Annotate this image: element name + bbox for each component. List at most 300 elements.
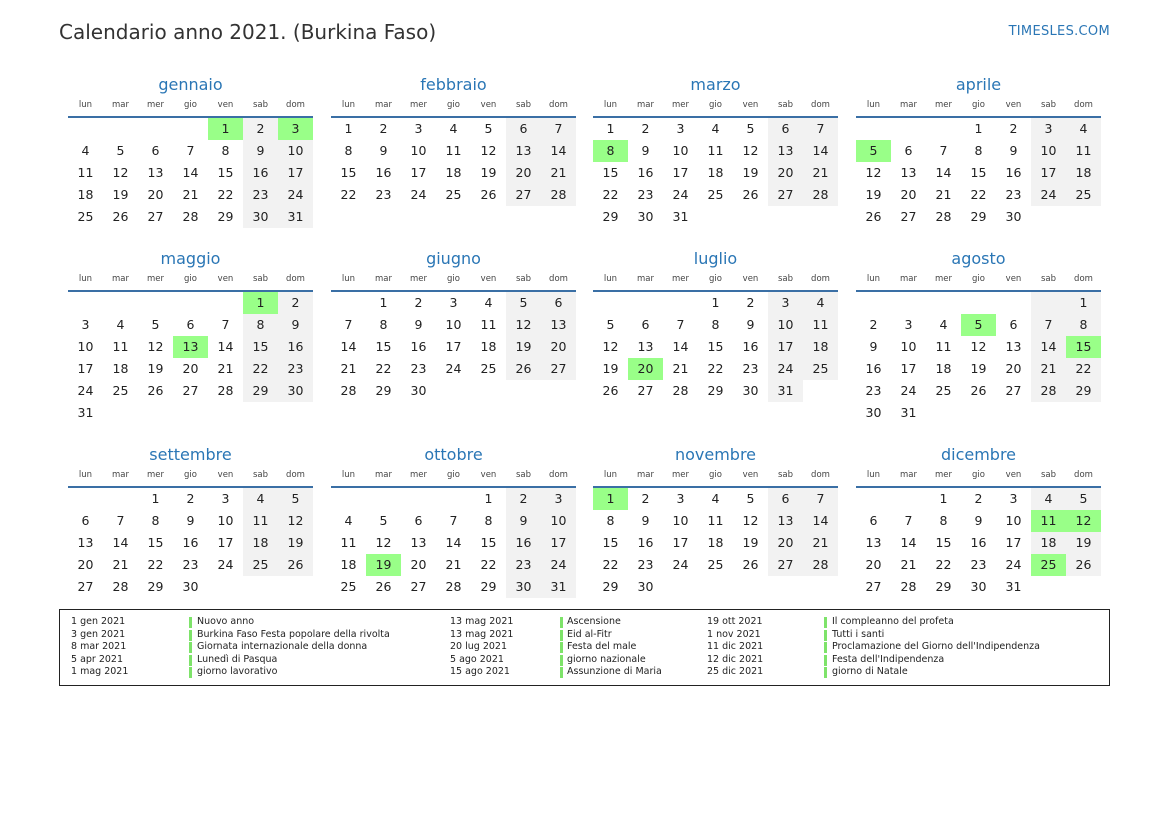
- day-cell: 6: [641, 317, 650, 332]
- day-cell: 20: [410, 557, 427, 572]
- day-cell: 29: [375, 383, 392, 398]
- holiday-cell: 19: [366, 554, 401, 576]
- holiday-date: 20 lug 2021: [450, 641, 507, 652]
- day-cell: 12: [480, 143, 497, 158]
- day-cell: 19: [742, 165, 759, 180]
- empty-cell: [768, 206, 803, 228]
- day-cell: 21: [445, 557, 462, 572]
- weekday-header: [68, 272, 313, 286]
- day-cell: 29: [147, 579, 164, 594]
- day-cell: 10: [77, 339, 94, 354]
- day-cell: 23: [742, 361, 759, 376]
- day-grid: [68, 488, 313, 598]
- empty-cell: [663, 292, 698, 314]
- month-name: giugno: [426, 249, 481, 268]
- day-cell: 29: [1066, 380, 1101, 402]
- empty-cell: [138, 402, 173, 424]
- day-cell: 25: [112, 383, 129, 398]
- holiday-date: 12 dic 2021: [707, 653, 764, 665]
- day-cell: 12: [375, 535, 392, 550]
- month-name: febbraio: [420, 75, 487, 94]
- day-grid: [331, 118, 576, 206]
- day-cell: 15: [707, 339, 724, 354]
- weekday-label: dom: [286, 470, 305, 480]
- day-cell: 17: [672, 535, 689, 550]
- day-cell: 25: [803, 358, 838, 380]
- day-cell: 16: [243, 162, 278, 184]
- holiday-date: 8 mar 2021: [71, 641, 127, 652]
- day-cell: 22: [935, 557, 952, 572]
- holiday-date: 19 ott 2021: [707, 616, 763, 627]
- day-cell: 16: [865, 361, 882, 376]
- holiday-marker: [560, 630, 563, 641]
- day-cell: 21: [182, 187, 199, 202]
- weekday-label: mar: [637, 470, 654, 480]
- weekday-label: mer: [934, 100, 952, 110]
- weekday-label: mar: [112, 274, 129, 284]
- weekday-label: ven: [1005, 100, 1022, 110]
- day-cell: 16: [637, 165, 654, 180]
- day-cell: 26: [506, 358, 541, 380]
- empty-cell: [1066, 402, 1101, 424]
- day-cell: 18: [1066, 162, 1101, 184]
- day-cell: 24: [900, 383, 917, 398]
- day-cell: 11: [77, 165, 94, 180]
- day-cell: 11: [1066, 140, 1101, 162]
- day-cell: 4: [116, 317, 125, 332]
- weekday-label: lun: [78, 274, 93, 284]
- day-cell: 11: [707, 513, 724, 528]
- day-cell: 14: [935, 165, 952, 180]
- day-cell: 9: [186, 513, 195, 528]
- month-gennaio: [68, 74, 313, 228]
- day-cell: 23: [506, 554, 541, 576]
- holiday-cell: 20: [628, 358, 663, 380]
- day-cell: 18: [445, 165, 462, 180]
- empty-cell: [961, 402, 996, 424]
- day-cell: 23: [970, 557, 987, 572]
- month-name: ottobre: [424, 445, 483, 464]
- holiday-cell: 8: [593, 140, 628, 162]
- day-cell: 29: [707, 383, 724, 398]
- empty-cell: [471, 380, 506, 402]
- holiday-legend: [59, 609, 1110, 686]
- day-cell: 17: [672, 165, 689, 180]
- day-cell: 24: [217, 557, 234, 572]
- empty-cell: [1031, 402, 1066, 424]
- day-cell: 5: [606, 317, 615, 332]
- day-cell: 2: [746, 295, 755, 310]
- holiday-marker: [824, 617, 827, 628]
- weekday-label: mar: [375, 274, 392, 284]
- holiday-marker: [824, 667, 827, 678]
- day-cell: 14: [803, 510, 838, 532]
- day-cell: 29: [217, 209, 234, 224]
- day-cell: 24: [541, 554, 576, 576]
- day-cell: 19: [602, 361, 619, 376]
- day-cell: 9: [1009, 143, 1018, 158]
- weekday-label: mar: [637, 274, 654, 284]
- weekday-header: [68, 468, 313, 482]
- day-cell: 16: [637, 535, 654, 550]
- month-name: settembre: [149, 445, 232, 464]
- empty-cell: [698, 576, 733, 598]
- empty-cell: [103, 488, 138, 510]
- day-cell: 30: [865, 405, 882, 420]
- day-cell: 13: [900, 165, 917, 180]
- weekday-label: dom: [811, 274, 830, 284]
- day-cell: 23: [410, 361, 427, 376]
- weekday-label: mar: [375, 470, 392, 480]
- day-cell: 23: [637, 187, 654, 202]
- day-cell: 26: [602, 383, 619, 398]
- holiday-date: 25 dic 2021: [707, 666, 764, 677]
- day-cell: 21: [340, 361, 357, 376]
- day-cell: 3: [541, 488, 576, 510]
- day-cell: 25: [935, 383, 952, 398]
- day-cell: 24: [410, 187, 427, 202]
- weekday-label: ven: [1005, 274, 1022, 284]
- day-cell: 22: [970, 187, 987, 202]
- weekday-label: gio: [447, 100, 460, 110]
- day-cell: 2: [869, 317, 878, 332]
- day-cell: 30: [182, 579, 199, 594]
- weekday-label: lun: [866, 470, 881, 480]
- day-cell: 29: [970, 209, 987, 224]
- day-cell: 19: [1066, 532, 1101, 554]
- day-cell: 1: [974, 121, 983, 136]
- day-cell: 13: [506, 140, 541, 162]
- day-cell: 4: [1031, 488, 1066, 510]
- day-cell: 31: [278, 206, 313, 228]
- day-cell: 30: [410, 383, 427, 398]
- day-cell: 14: [803, 140, 838, 162]
- month-name: gennaio: [158, 75, 223, 94]
- day-cell: 30: [970, 579, 987, 594]
- day-cell: 8: [151, 513, 160, 528]
- day-cell: 3: [449, 295, 458, 310]
- holiday-date: 11 dic 2021: [707, 641, 764, 652]
- day-grid: [331, 292, 576, 402]
- day-cell: 4: [939, 317, 948, 332]
- empty-cell: [243, 576, 278, 598]
- day-cell: 23: [375, 187, 392, 202]
- weekday-label: sab: [777, 100, 794, 110]
- day-cell: 9: [278, 314, 313, 336]
- day-grid: [856, 118, 1101, 228]
- day-cell: 11: [243, 510, 278, 532]
- day-cell: 4: [243, 488, 278, 510]
- day-cell: 28: [672, 383, 689, 398]
- day-cell: 7: [803, 118, 838, 140]
- weekday-label: dom: [286, 274, 305, 284]
- day-cell: 23: [182, 557, 199, 572]
- day-cell: 14: [445, 535, 462, 550]
- holiday-name: Festa del male: [567, 641, 637, 652]
- day-cell: 25: [1066, 184, 1101, 206]
- holiday-marker: [189, 630, 192, 641]
- day-cell: 1: [1066, 292, 1101, 314]
- day-cell: 2: [641, 121, 650, 136]
- holiday-name: Nuovo anno: [197, 616, 255, 627]
- day-cell: 20: [768, 532, 803, 554]
- day-cell: 21: [900, 557, 917, 572]
- holiday-marker: [560, 655, 563, 666]
- day-cell: 6: [151, 143, 160, 158]
- day-cell: 30: [637, 579, 654, 594]
- day-cell: 17: [1005, 535, 1022, 550]
- day-cell: 16: [970, 535, 987, 550]
- day-cell: 6: [81, 513, 90, 528]
- day-cell: 7: [803, 488, 838, 510]
- day-cell: 21: [803, 532, 838, 554]
- holiday-date: 1 nov 2021: [707, 628, 761, 640]
- weekday-label: mer: [671, 470, 689, 480]
- day-grid: [856, 292, 1101, 424]
- day-cell: 23: [865, 383, 882, 398]
- day-cell: 25: [77, 209, 94, 224]
- weekday-label: lun: [341, 100, 356, 110]
- day-cell: 16: [182, 535, 199, 550]
- month-name: aprile: [955, 75, 1002, 94]
- day-cell: 7: [676, 317, 685, 332]
- day-cell: 7: [344, 317, 353, 332]
- day-cell: 18: [707, 165, 724, 180]
- day-cell: 7: [939, 143, 948, 158]
- weekday-label: gio: [709, 100, 722, 110]
- day-cell: 21: [541, 162, 576, 184]
- day-cell: 2: [278, 292, 313, 314]
- day-cell: 29: [243, 380, 278, 402]
- empty-cell: [926, 118, 961, 140]
- day-grid: [68, 292, 313, 424]
- month-name: dicembre: [940, 445, 1017, 464]
- day-cell: 31: [77, 405, 94, 420]
- empty-cell: [856, 292, 891, 314]
- day-cell: 4: [711, 491, 720, 506]
- weekday-label: lun: [866, 100, 881, 110]
- weekday-label: lun: [341, 470, 356, 480]
- weekday-label: mar: [375, 100, 392, 110]
- day-cell: 6: [506, 118, 541, 140]
- day-cell: 31: [672, 209, 689, 224]
- day-cell: 11: [803, 314, 838, 336]
- month-ottobre: [331, 444, 576, 598]
- day-cell: 29: [480, 579, 497, 594]
- day-cell: 10: [541, 510, 576, 532]
- month-maggio: [68, 248, 313, 424]
- empty-cell: [138, 118, 173, 140]
- holiday-marker: [189, 667, 192, 678]
- weekday-label: sab: [515, 274, 532, 284]
- day-cell: 28: [112, 579, 129, 594]
- day-cell: 12: [147, 339, 164, 354]
- day-cell: 27: [77, 579, 94, 594]
- day-cell: 28: [803, 184, 838, 206]
- day-cell: 16: [410, 339, 427, 354]
- weekday-label: gio: [184, 100, 197, 110]
- empty-cell: [961, 292, 996, 314]
- day-cell: 9: [869, 339, 878, 354]
- day-cell: 21: [112, 557, 129, 572]
- month-dicembre: [856, 444, 1101, 598]
- weekday-label: gio: [184, 274, 197, 284]
- weekday-label: mer: [934, 274, 952, 284]
- day-cell: 10: [217, 513, 234, 528]
- day-cell: 24: [1031, 184, 1066, 206]
- day-cell: 5: [506, 292, 541, 314]
- day-cell: 8: [243, 314, 278, 336]
- day-cell: 10: [410, 143, 427, 158]
- holiday-name: giorno nazionale: [567, 653, 646, 665]
- weekday-label: sab: [777, 274, 794, 284]
- empty-cell: [103, 118, 138, 140]
- weekday-label: mer: [671, 274, 689, 284]
- empty-cell: [768, 576, 803, 598]
- day-cell: 29: [602, 579, 619, 594]
- holiday-cell: 15: [1066, 336, 1101, 358]
- site-link[interactable]: TIMESLES.COM: [1008, 24, 1110, 39]
- empty-cell: [401, 488, 436, 510]
- weekday-header: [856, 98, 1101, 112]
- day-cell: 20: [900, 187, 917, 202]
- day-cell: 3: [414, 121, 423, 136]
- day-cell: 17: [217, 535, 234, 550]
- weekday-label: mer: [409, 470, 427, 480]
- weekday-label: dom: [549, 100, 568, 110]
- day-cell: 11: [112, 339, 129, 354]
- weekday-label: mar: [112, 100, 129, 110]
- day-cell: 9: [746, 317, 755, 332]
- day-cell: 27: [541, 358, 576, 380]
- day-cell: 26: [970, 383, 987, 398]
- day-cell: 10: [672, 513, 689, 528]
- day-cell: 12: [602, 339, 619, 354]
- weekday-label: mer: [146, 470, 164, 480]
- empty-cell: [593, 292, 628, 314]
- holiday-cell: 25: [1031, 554, 1066, 576]
- day-cell: 28: [182, 209, 199, 224]
- weekday-label: mar: [637, 100, 654, 110]
- day-cell: 13: [1005, 339, 1022, 354]
- day-cell: 4: [484, 295, 493, 310]
- empty-cell: [1031, 206, 1066, 228]
- day-cell: 26: [742, 557, 759, 572]
- day-cell: 24: [672, 187, 689, 202]
- day-cell: 30: [637, 209, 654, 224]
- day-cell: 28: [803, 554, 838, 576]
- day-cell: 8: [939, 513, 948, 528]
- empty-cell: [68, 488, 103, 510]
- empty-cell: [1066, 576, 1101, 598]
- day-cell: 10: [672, 143, 689, 158]
- empty-cell: [243, 402, 278, 424]
- weekday-label: sab: [252, 274, 269, 284]
- day-cell: 26: [112, 209, 129, 224]
- day-cell: 6: [904, 143, 913, 158]
- empty-cell: [506, 380, 541, 402]
- day-cell: 9: [641, 143, 650, 158]
- day-cell: 2: [974, 491, 983, 506]
- day-cell: 9: [506, 510, 541, 532]
- day-cell: 30: [243, 206, 278, 228]
- weekday-label: dom: [811, 100, 830, 110]
- day-cell: 15: [480, 535, 497, 550]
- holiday-cell: 1: [593, 488, 628, 510]
- holiday-name: Ascensione: [567, 616, 621, 627]
- day-cell: 1: [606, 121, 615, 136]
- day-cell: 20: [147, 187, 164, 202]
- day-cell: 10: [768, 314, 803, 336]
- weekday-label: ven: [217, 274, 234, 284]
- day-cell: 23: [243, 184, 278, 206]
- weekday-label: mer: [409, 274, 427, 284]
- day-cell: 6: [186, 317, 195, 332]
- day-cell: 12: [970, 339, 987, 354]
- month-settembre: [68, 444, 313, 598]
- holiday-cell: 12: [1066, 510, 1101, 532]
- day-cell: 13: [77, 535, 94, 550]
- day-cell: 4: [449, 121, 458, 136]
- day-cell: 2: [506, 488, 541, 510]
- day-cell: 31: [1005, 579, 1022, 594]
- holiday-date: 5 apr 2021: [71, 653, 124, 665]
- holiday-name: Proclamazione del Giorno dell'Indipendenza: [832, 641, 1040, 652]
- day-cell: 26: [278, 554, 313, 576]
- day-cell: 20: [768, 162, 803, 184]
- day-cell: 7: [449, 513, 458, 528]
- empty-cell: [103, 292, 138, 314]
- weekday-label: ven: [742, 100, 759, 110]
- day-cell: 27: [182, 383, 199, 398]
- day-cell: 25: [340, 579, 357, 594]
- day-cell: 2: [1009, 121, 1018, 136]
- day-cell: 4: [344, 513, 353, 528]
- day-cell: 19: [112, 187, 129, 202]
- weekday-label: sab: [1040, 100, 1057, 110]
- holiday-cell: 1: [208, 118, 243, 140]
- day-cell: 24: [768, 358, 803, 380]
- day-cell: 19: [742, 535, 759, 550]
- day-cell: 30: [278, 380, 313, 402]
- day-cell: 16: [375, 165, 392, 180]
- day-cell: 15: [970, 165, 987, 180]
- empty-cell: [856, 488, 891, 510]
- month-febbraio: [331, 74, 576, 206]
- empty-cell: [138, 292, 173, 314]
- day-cell: 24: [278, 184, 313, 206]
- day-cell: 27: [506, 184, 541, 206]
- day-cell: 3: [221, 491, 230, 506]
- month-name: maggio: [160, 249, 221, 268]
- day-cell: 22: [480, 557, 497, 572]
- weekday-label: sab: [515, 100, 532, 110]
- day-cell: 26: [865, 209, 882, 224]
- day-cell: 1: [939, 491, 948, 506]
- day-cell: 20: [182, 361, 199, 376]
- day-cell: 19: [970, 361, 987, 376]
- month-name: luglio: [693, 249, 738, 268]
- day-cell: 4: [803, 292, 838, 314]
- day-cell: 15: [602, 535, 619, 550]
- day-cell: 22: [1066, 358, 1101, 380]
- weekday-label: mer: [146, 100, 164, 110]
- weekday-label: sab: [252, 470, 269, 480]
- day-cell: 16: [742, 339, 759, 354]
- empty-cell: [891, 292, 926, 314]
- day-cell: 18: [340, 557, 357, 572]
- day-cell: 10: [1031, 140, 1066, 162]
